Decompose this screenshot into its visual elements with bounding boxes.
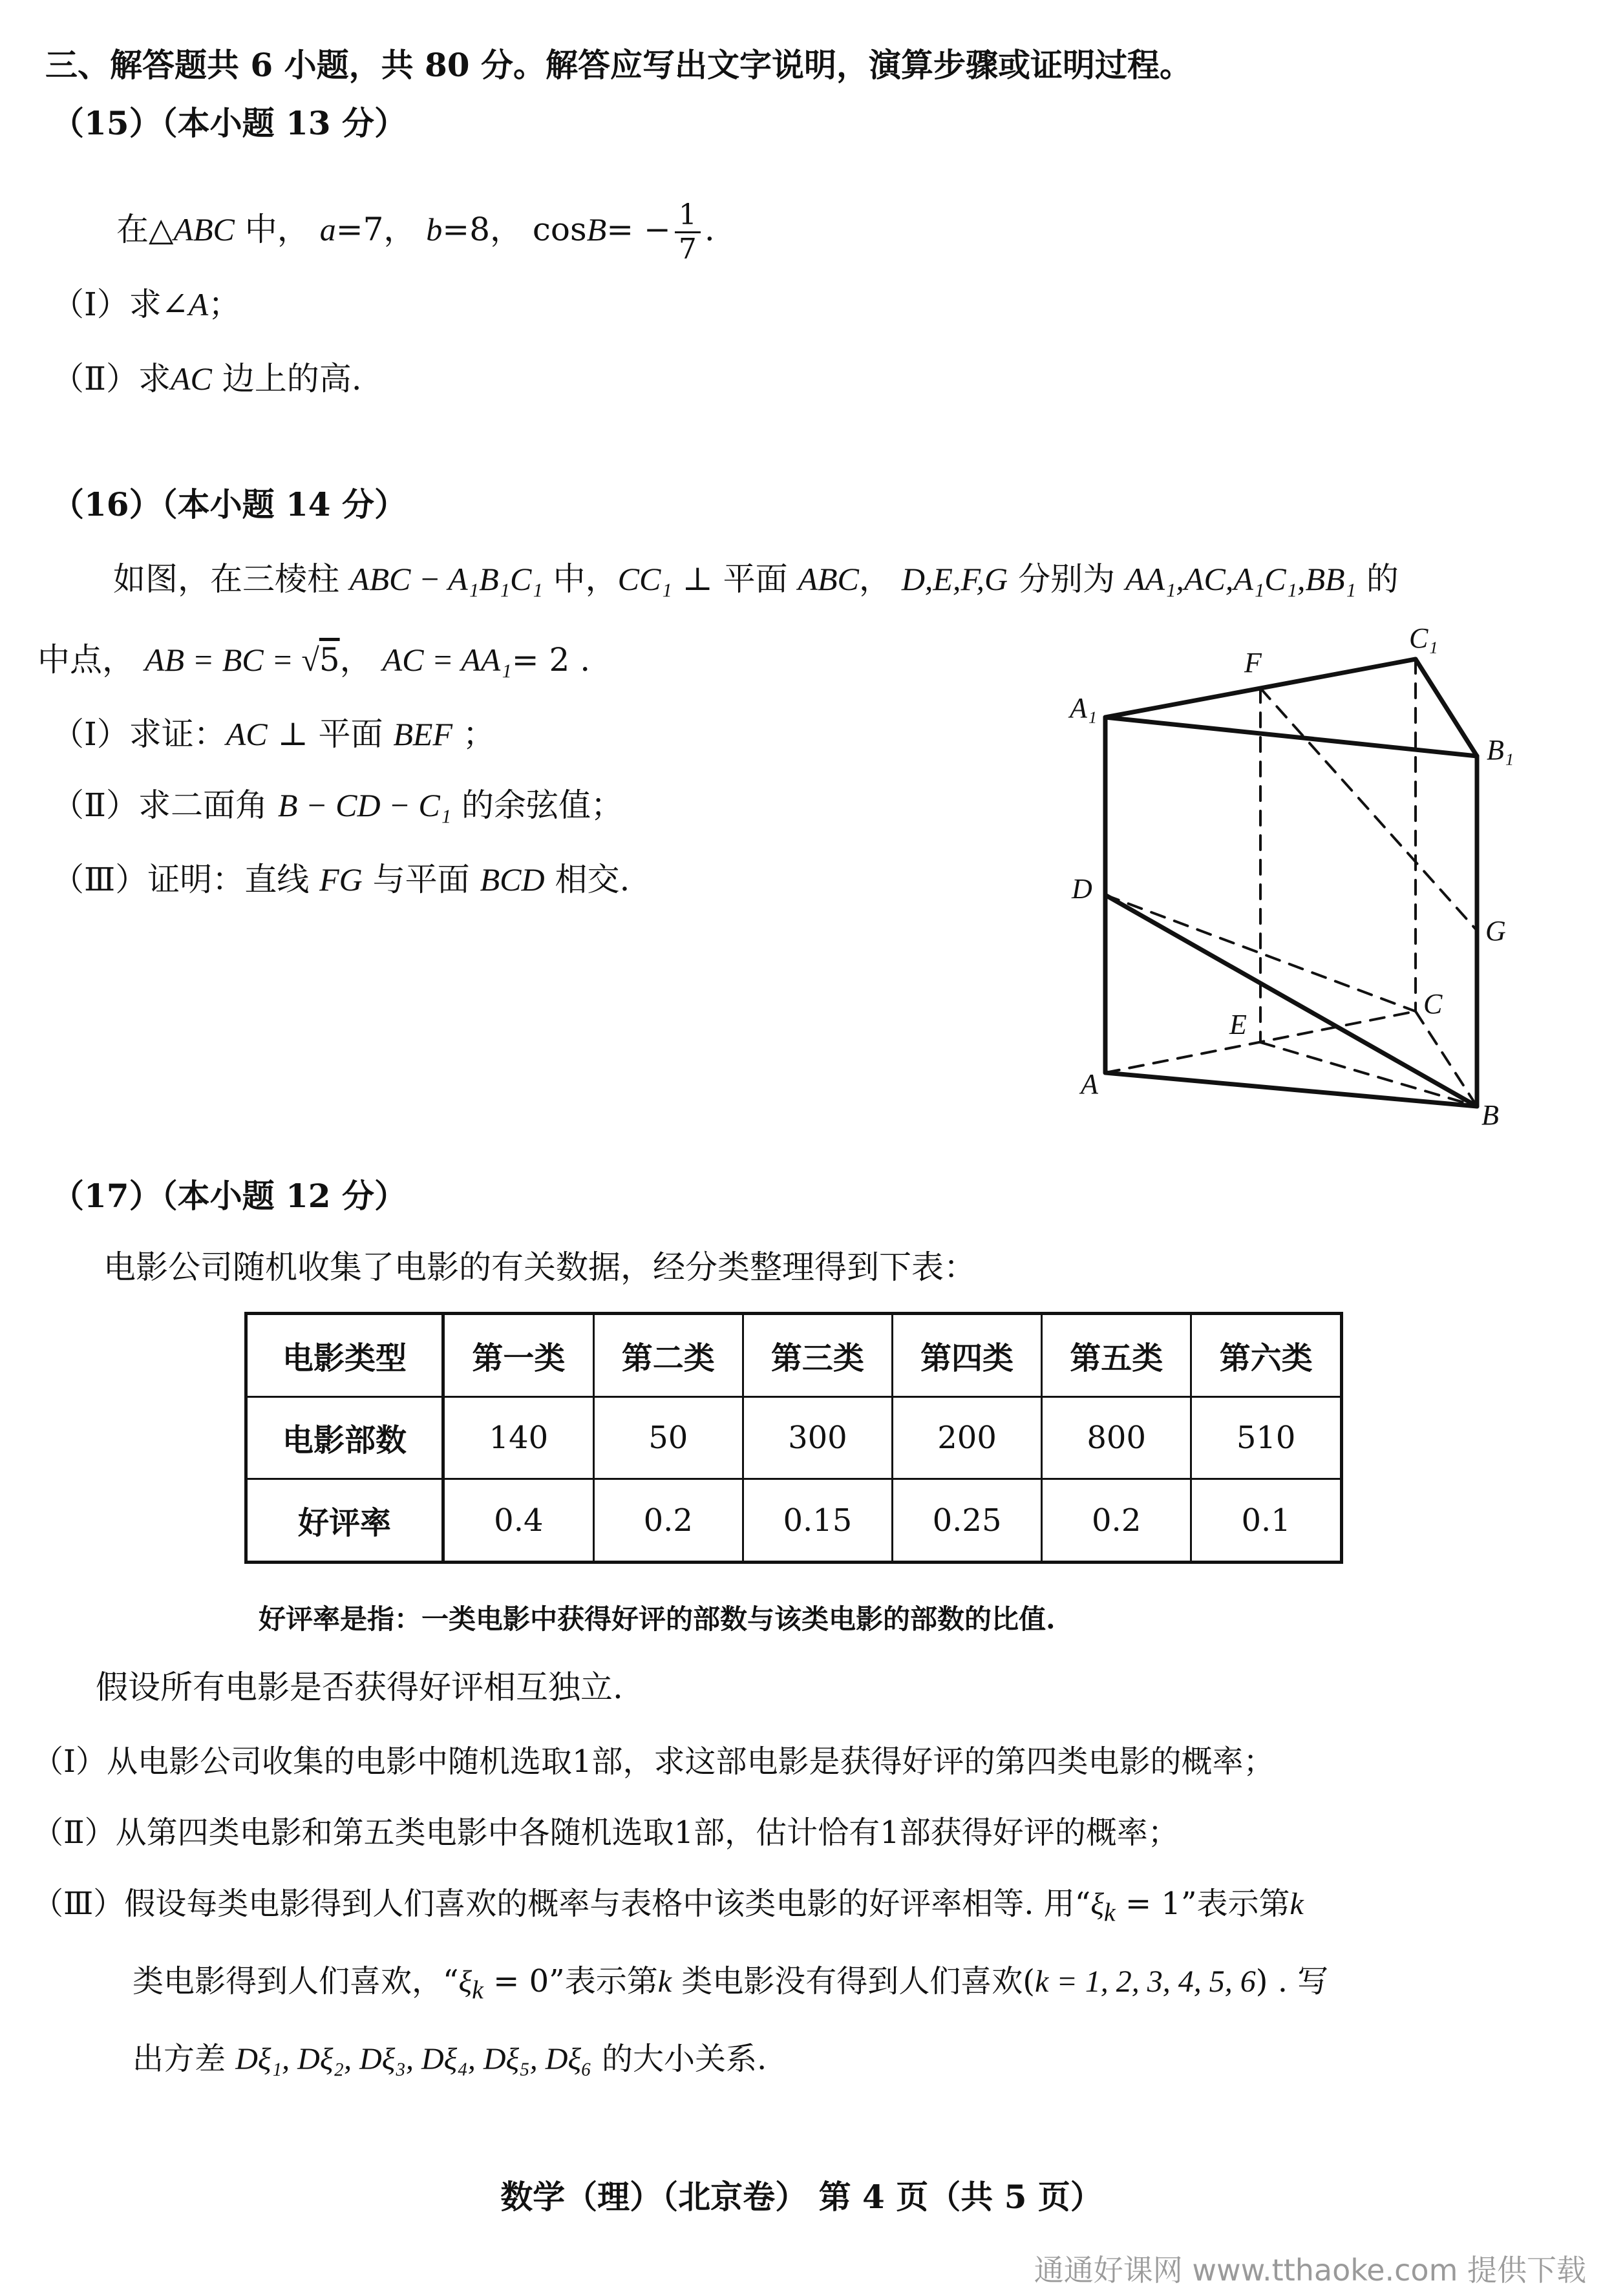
q15-frac-num: 1 (675, 199, 701, 233)
watermark: 通通好课网 www.tthaoke.com 提供下载 (1034, 2253, 1586, 2288)
q16-ac-aa1: AC = AA₁ (382, 642, 512, 678)
q15-fraction (675, 199, 701, 266)
q17-p5-text-b: 的大小关系. (591, 2041, 767, 2077)
type-cell: 第五类 (1042, 1314, 1191, 1397)
q17-part3-line3 (133, 2039, 767, 2080)
segment-f-g (1260, 688, 1477, 931)
q16-l2-text-c: = 2 . (511, 641, 591, 679)
q16-part1-text-c: ； (452, 715, 495, 753)
q15-part1 (52, 284, 240, 324)
q17-k-var: k (1290, 1887, 1304, 1921)
table-row (246, 1314, 1342, 1397)
q16-part3-text-c: 相交. (544, 861, 630, 898)
q17-xi-symbol-2: ξ (458, 1964, 472, 1999)
q16-ab-bc: AB = BC = √ (144, 642, 319, 678)
q16-points: D,E,F,G (901, 561, 1008, 597)
count-cell: 300 (743, 1396, 892, 1479)
q15-a-value: =7， (335, 211, 427, 248)
q16-part3-text-a: （Ⅲ）证明：直线 (52, 861, 320, 898)
film-table (244, 1312, 1343, 1564)
q17-p4-text-c: 类电影没有得到人们喜欢( (672, 1963, 1035, 1999)
edge-c1-b1 (1416, 659, 1477, 756)
q17-heading: （17）（本小题 12 分） (52, 1177, 407, 1215)
q17-p4-text-d: ) . 写 (1255, 1963, 1329, 1999)
q17-assumption: 假设所有电影是否获得好评相互独立. (96, 1669, 623, 1706)
q15-part2-end: 边上的高. (211, 360, 362, 397)
q16-l1-text-a: 如图，在三棱柱 (113, 560, 350, 598)
q16-part1-text-b: ⊥ 平面 (267, 715, 394, 753)
edge-a1-b1 (1105, 717, 1477, 756)
label-f: F (1244, 647, 1262, 679)
label-a: A (1081, 1068, 1098, 1100)
q16-prism-name: ABC − A₁B₁C₁ (349, 561, 543, 597)
q17-k-values: k = 1, 2, 3, 4, 5, 6 (1035, 1964, 1256, 1999)
label-a1: A₁ (1070, 692, 1098, 724)
q17-part1: （Ⅰ）从电影公司收集的电影中随机选取1部，求这部电影是获得好评的第四类电影的概率； (32, 1743, 1275, 1780)
row-header-count: 电影部数 (246, 1396, 443, 1479)
label-e: E (1229, 1009, 1247, 1040)
q16-line2 (37, 640, 590, 680)
q16-part3-line: FG (319, 861, 363, 898)
label-g: G (1485, 915, 1506, 947)
q15-part2-text: （Ⅱ）求 (52, 360, 171, 397)
q17-intro: 电影公司随机收集了电影的有关数据，经分类整理得到下表： (103, 1248, 976, 1286)
q16-edge-cc1: CC₁ (617, 561, 672, 597)
q16-l1-text-b: 中， (542, 560, 618, 598)
q16-l2-text-a: 中点， (37, 641, 145, 679)
q17-part3-line1 (32, 1884, 1304, 1933)
q15-part2-var: AC (170, 361, 212, 397)
q15-stem (116, 194, 715, 266)
q15-var-b: b (426, 211, 443, 248)
q17-p4-text-a: 类电影得到人们喜欢，“ (133, 1963, 459, 1999)
row-header-rate: 好评率 (246, 1479, 443, 1563)
q15-part1-end: ； (208, 286, 241, 323)
q16-part3-plane: BCD (480, 861, 545, 898)
rate-cell: 0.1 (1191, 1479, 1342, 1563)
q16-l1-text-e: 分别为 (1008, 560, 1125, 598)
count-cell: 50 (593, 1396, 743, 1479)
q17-part3-line2 (133, 1961, 1328, 2010)
edge-a-b (1105, 1073, 1477, 1106)
q16-l1-text-d: ， (858, 560, 902, 598)
q15-var-a: a (319, 211, 336, 248)
prism-diagram (1047, 620, 1564, 1137)
q16-l2-text-b: ， (339, 641, 383, 679)
q16-sqrt-five: 5 (319, 641, 340, 679)
rate-cell: 0.2 (593, 1479, 743, 1563)
q15-stem-text-1: 在△ (116, 211, 174, 248)
q17-xi-subscript: k (1103, 1897, 1116, 1927)
type-cell: 第一类 (443, 1314, 594, 1397)
q17-p4-text-b: = 0”表示第 (483, 1963, 658, 1999)
q17-p3-text-a: （Ⅲ）假设每类电影得到人们喜欢的概率与表格中该类电影的好评率相等. 用“ (32, 1886, 1091, 1922)
q15-heading: （15）（本小题 13 分） (52, 104, 407, 142)
q17-part2: （Ⅱ）从第四类电影和第五类电影中各随机选取1部，估计恰有1部获得好评的概率； (32, 1815, 1179, 1851)
q15-part2 (52, 359, 362, 399)
q15-part1-var: A (188, 286, 209, 322)
q15-part1-text: （Ⅰ）求∠ (52, 286, 189, 323)
q17-xi-symbol: ξ (1090, 1887, 1104, 1921)
q16-l1-text-f: 的 (1355, 560, 1399, 598)
q16-part3-text-b: 与平面 (362, 861, 480, 898)
q15-b-value: =8， cos (442, 211, 587, 248)
q16-part1-plane: BEF (393, 716, 453, 752)
q15-period: . (704, 211, 715, 248)
q16-plane-abc: ABC (798, 561, 859, 597)
row-header-type: 电影类型 (246, 1314, 443, 1397)
q16-part1 (52, 714, 495, 754)
q15-var-B: B (586, 211, 607, 248)
label-c: C (1423, 988, 1443, 1020)
q17-variance-list: Dξ₁, Dξ₂, Dξ₃, Dξ₄, Dξ₅, Dξ₆ (235, 2042, 592, 2076)
q16-heading: （16）（本小题 14 分） (52, 485, 407, 523)
table-row (246, 1479, 1342, 1563)
q17-xi-subscript-2: k (472, 1975, 483, 2005)
section-header: 三、解答题共 6 小题，共 80 分。解答应写出文字说明，演算步骤或证明过程。 (45, 46, 1192, 84)
q17-k-var-2: k (657, 1964, 672, 1999)
q16-part2-text-a: （Ⅱ）求二面角 (52, 786, 278, 824)
count-cell: 800 (1042, 1396, 1191, 1479)
count-cell: 200 (892, 1396, 1041, 1479)
q16-l1-text-c: ⊥ 平面 (672, 560, 798, 598)
q16-line1 (113, 559, 1399, 599)
count-cell: 510 (1191, 1396, 1342, 1479)
q16-part1-text-a: （Ⅰ）求证： (52, 715, 226, 753)
rate-cell: 0.4 (443, 1479, 594, 1563)
type-cell: 第六类 (1191, 1314, 1342, 1397)
rate-cell: 0.2 (1042, 1479, 1191, 1563)
q16-part2-text-b: 的余弦值； (451, 786, 624, 824)
q15-frac-den: 7 (678, 232, 697, 266)
q17-p3-text-b: = 1”表示第 (1115, 1886, 1290, 1922)
rate-cell: 0.25 (892, 1479, 1041, 1563)
label-c1: C₁ (1409, 622, 1438, 654)
q15-stem-text-2: 中， (234, 211, 320, 248)
q16-edge-list: AA₁,AC,A₁C₁,BB₁ (1125, 561, 1356, 597)
table-row (246, 1396, 1342, 1479)
q16-part2 (52, 785, 623, 825)
q16-part1-var: AC (226, 716, 268, 752)
q17-table-note: 好评率是指：一类电影中获得好评的部数与该类电影的部数的比值. (259, 1603, 1056, 1635)
type-cell: 第三类 (743, 1314, 892, 1397)
label-d: D (1072, 873, 1092, 905)
label-b: B (1481, 1099, 1499, 1131)
q15-cos-eq: = − (606, 211, 671, 248)
q16-part2-angle: B − CD − C₁ (277, 787, 452, 823)
label-b1: B₁ (1487, 734, 1514, 766)
q15-triangle-name: ABC (173, 211, 235, 248)
type-cell: 第四类 (892, 1314, 1041, 1397)
segment-d-b (1105, 895, 1477, 1106)
page-footer: 数学（理）（北京卷） 第 4 页（共 5 页） (500, 2178, 1103, 2216)
q16-part3 (52, 859, 630, 900)
count-cell: 140 (443, 1396, 594, 1479)
rate-cell: 0.15 (743, 1479, 892, 1563)
type-cell: 第二类 (593, 1314, 743, 1397)
q17-p5-text-a: 出方差 (133, 2041, 236, 2077)
